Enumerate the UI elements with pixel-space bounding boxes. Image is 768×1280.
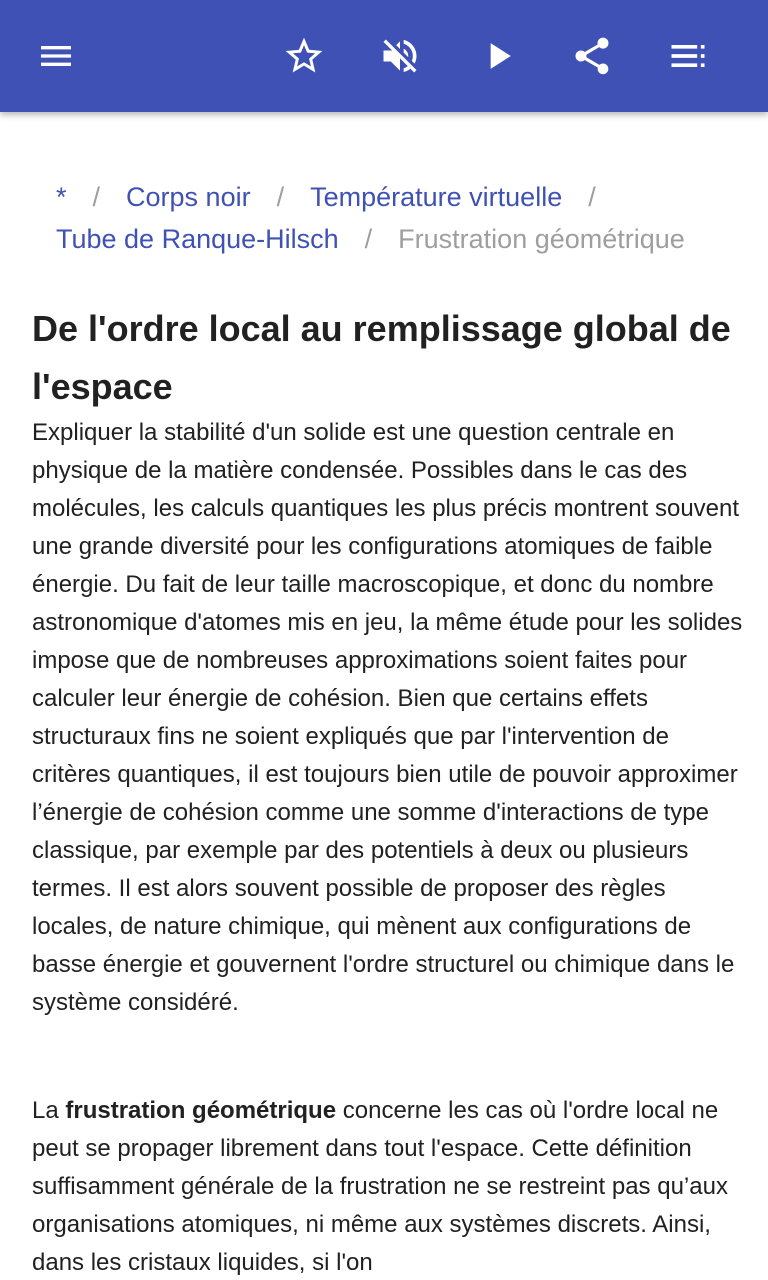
paragraph-2-rest: concerne les cas où l'ordre local ne peut se propager librement dans tout l'espace. Cette définition suffisamment générale de la frustration ne se restreint pas qu’aux organisations atomiques, ni même aux systèmes discrets. Ainsi, dans les cristaux liquides, si l'on bbox=[32, 1097, 728, 1276]
star-outline-icon bbox=[282, 34, 326, 78]
article-content bbox=[0, 112, 768, 1280]
playlist-icon bbox=[666, 34, 710, 78]
breadcrumb-item-corps-noir[interactable]: Corps noir bbox=[126, 182, 251, 212]
table-of-contents-button[interactable] bbox=[656, 24, 720, 88]
breadcrumb bbox=[56, 176, 736, 260]
breadcrumb-separator: / bbox=[92, 182, 101, 212]
volume-off-icon bbox=[378, 34, 422, 78]
menu-icon bbox=[36, 36, 76, 76]
section-heading: De l'ordre local au remplissage global de l'espace bbox=[32, 308, 731, 407]
breadcrumb-separator: / bbox=[364, 224, 373, 254]
breadcrumb-separator: / bbox=[588, 182, 596, 212]
paragraph-2-start: La bbox=[32, 1097, 66, 1124]
favorite-button[interactable] bbox=[272, 24, 336, 88]
article-paragraph-2 bbox=[32, 1092, 744, 1280]
app-toolbar bbox=[0, 0, 768, 112]
play-button[interactable] bbox=[466, 24, 530, 88]
breadcrumb-item-temperature-virtuelle[interactable]: Température virtuelle bbox=[310, 182, 563, 212]
breadcrumb-item-tube-de-ranque-hilsch[interactable]: Tube de Ranque-Hilsch bbox=[56, 224, 339, 254]
menu-button[interactable] bbox=[24, 24, 88, 88]
share-button[interactable] bbox=[560, 24, 624, 88]
play-icon bbox=[476, 34, 520, 78]
breadcrumb-item-home[interactable]: * bbox=[56, 182, 67, 212]
breadcrumb-current: Frustration géométrique bbox=[398, 224, 685, 254]
breadcrumb-separator: / bbox=[276, 182, 285, 212]
article-paragraph-1: Expliquer la stabilité d'un solide est une question centrale en physique de la matière condensée. Possibles dans le cas des molécules, les calculs quantiques les plus précis montrent souvent une grande diversité pour les configurations atomiques de faible énergie. Du fait de leur taille macroscopique, et donc du nombre astronomique d'atomes mis en jeu, la même étude pour les solides impose que de nombreuses approximations soient faites pour calculer leur énergie de cohésion. Bien que certains effets structuraux fins ne soient expliqués que par l'intervention de critères quantiques, il est toujours bien utile de pouvoir approximer l’énergie de cohésion comme une somme d'interactions de type classique, par exemple par des potentiels à deux ou plusieurs termes. Il est alors souvent possible de proposer des règles locales, de nature chimique, qui mènent aux configurations de basse énergie et gouvernent l'ordre structurel ou chimique dans le système considéré. bbox=[32, 419, 743, 1016]
share-icon bbox=[570, 34, 614, 78]
mute-button[interactable] bbox=[368, 24, 432, 88]
term-frustration-geometrique: frustration géométrique bbox=[65, 1097, 337, 1124]
